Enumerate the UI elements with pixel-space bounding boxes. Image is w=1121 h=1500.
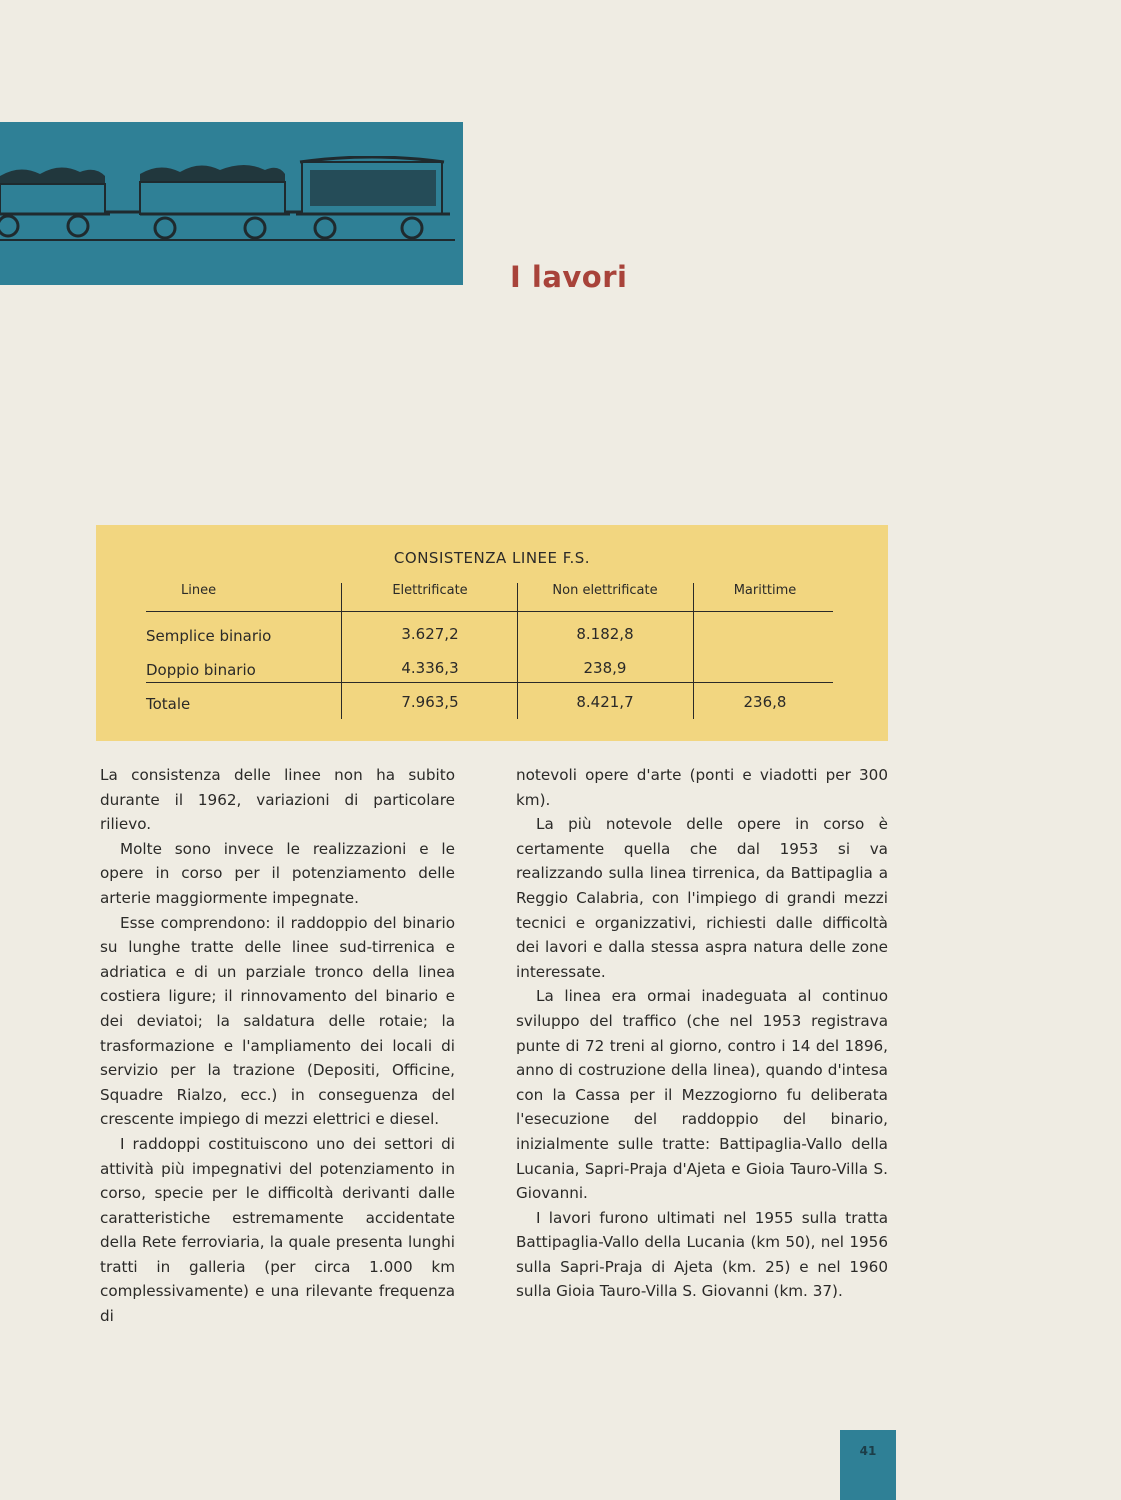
- paragraph: Esse comprendono: il raddoppio del binario su lunghe tratte delle linee sud-tirrenica e adriatica e di un parziale tronco della linea costiera ligure; il rinnovamento del binario e dei deviatoi; la saldatura delle rotaie; la trasformazione e l'ampliamento dei locali di servizio per la trazione (Depositi, Officine, Squadre Rialzo, ecc.) in conseguenza del crescente impiego di mezzi elettrici e diesel.: [100, 913, 455, 1129]
- page-title: I lavori: [510, 260, 628, 294]
- table-total-label: Totale: [146, 695, 191, 713]
- table-title: CONSISTENZA LINEE F.S.: [393, 549, 591, 567]
- paragraph: Molte sono invece le realizzazioni e le opere in corso per il potenziamento delle arterie maggiormente impegnate.: [100, 839, 455, 907]
- table-total-cell: 7.963,5: [401, 693, 459, 711]
- column-header-marittime: Marittime: [733, 583, 797, 598]
- paragraph: I raddoppi costituiscono uno dei settori di attività più impegnativi del potenziamento in corso, specie per le difficoltà derivanti dalle caratteristiche estremamente accidentate della Rete ferroviaria, la quale presenta lunghi tratti in galleria (per circa 1.000 km complessivamente) e una rilevante frequenza di: [100, 1134, 455, 1326]
- page-number-tab: [840, 1430, 896, 1500]
- lines-table: [96, 525, 888, 741]
- table-cell: 4.336,3: [401, 659, 459, 677]
- paragraph: I lavori furono ultimati nel 1955 sulla tratta Battipaglia-Vallo della Lucania (km 50), nel 1956 sulla Sapri-Praja di Ajeta (km. 25) e nel 1960 sulla Gioia Tauro-Villa S. Giovanni (km. 37).: [516, 1208, 888, 1301]
- header-banner: [0, 122, 463, 285]
- table-cell: 238,9: [583, 659, 627, 677]
- paragraph: La linea era ormai inadeguata al continuo sviluppo del traffico (che nel 1953 registrava punte di 72 treni al giorno, contro i 14 del 1896, anno di costruzione della linea), quando d'intesa con la Cassa per il Mezzogiorno fu deliberata l'esecuzione del raddoppio del binario, inizialmente sulle tratte: Battipaglia-Vallo della Lucania, Sapri-Praja d'Ajeta e Gioia Tauro-Villa S. Giovanni.: [516, 987, 888, 1203]
- table-total-cell: 8.421,7: [576, 693, 634, 711]
- table-cell: 8.182,8: [576, 625, 634, 643]
- column-header-non-elettrificate: Non elettrificate: [552, 583, 658, 598]
- body-column-left: [100, 763, 455, 1329]
- column-header-linee: Linee: [181, 583, 217, 598]
- table-total-cell: 236,8: [743, 693, 787, 711]
- historic-train-illustration: [0, 156, 463, 246]
- header-rule: [146, 611, 833, 612]
- table-cell: 3.627,2: [401, 625, 459, 643]
- total-rule: [146, 682, 833, 683]
- column-header-elettrificate: Elettrificate: [392, 583, 468, 598]
- table-row-label: Semplice binario: [146, 627, 272, 645]
- paragraph: notevoli opere d'arte (ponti e viadotti per 300 km).: [516, 766, 888, 809]
- table-row-label: Doppio binario: [146, 661, 256, 679]
- page-number: 41: [859, 1444, 877, 1458]
- body-column-right: [516, 763, 888, 1304]
- paragraph: La consistenza delle linee non ha subito durante il 1962, variazioni di particolare rilievo.: [100, 766, 455, 834]
- paragraph: La più notevole delle opere in corso è certamente quella che dal 1953 si va realizzando sulla linea tirrenica, da Battipaglia a Reggio Calabria, con l'impiego di grandi mezzi tecnici e organizzativi, richiesti dalle difficoltà dei lavori e dalla stessa aspra natura delle zone interessate.: [516, 815, 888, 981]
